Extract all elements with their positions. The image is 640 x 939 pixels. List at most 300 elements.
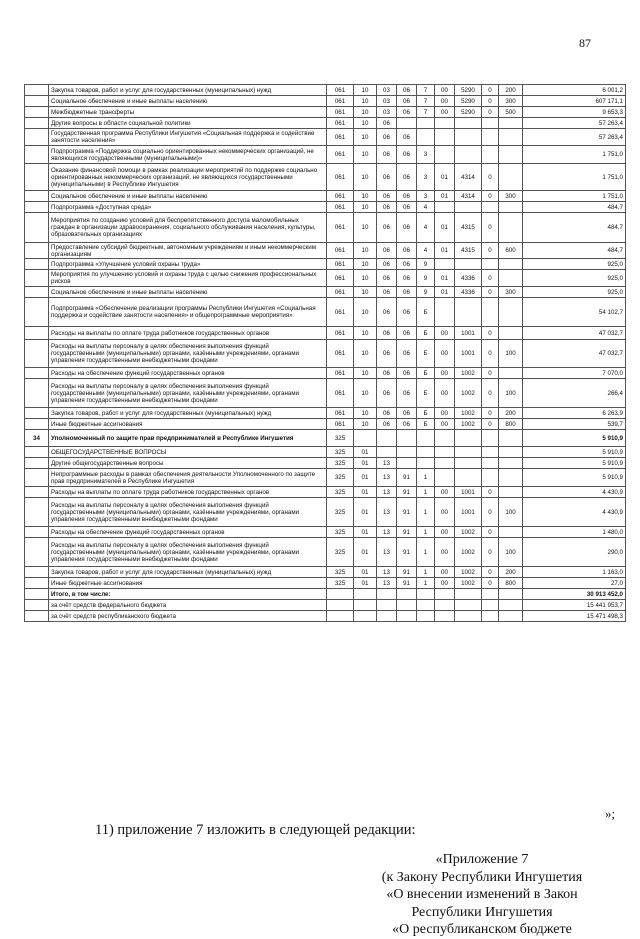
code-cell: 1001 [455, 487, 482, 498]
code-cell: 0 [482, 487, 499, 498]
code-cell: 1001 [455, 327, 482, 340]
code-cell: 061 [327, 270, 354, 287]
amount-cell: 47 032,7 [523, 327, 626, 340]
code-cell: 10 [354, 408, 377, 419]
code-cell: 0 [482, 340, 499, 368]
code-cell: 9 [417, 287, 435, 298]
code-cell: 300 [499, 96, 523, 107]
code-cell: 061 [327, 146, 354, 164]
row-number [25, 129, 49, 146]
code-cell [499, 447, 523, 458]
code-cell: 06 [377, 379, 397, 408]
table-row [25, 270, 626, 287]
code-cell: 0 [482, 85, 499, 96]
row-number [25, 408, 49, 419]
amount-cell: 6 263,9 [523, 408, 626, 419]
code-cell: Б [417, 340, 435, 368]
code-cell [455, 458, 482, 469]
code-cell: 10 [354, 243, 377, 259]
amount-cell: 1 163,0 [523, 567, 626, 578]
table-row [25, 589, 626, 600]
code-cell: 061 [327, 379, 354, 408]
code-cell: 061 [327, 202, 354, 213]
code-cell: 13 [377, 469, 397, 487]
code-cell: 600 [499, 243, 523, 259]
code-cell: 01 [435, 213, 455, 243]
code-cell: 06 [397, 107, 417, 118]
code-cell: 325 [327, 469, 354, 487]
code-cell: 200 [499, 408, 523, 419]
code-cell: 200 [499, 567, 523, 578]
code-cell: 06 [397, 270, 417, 287]
amount-cell: 54 102,7 [523, 298, 626, 327]
closing-quote: »; [605, 806, 616, 821]
table-row [25, 298, 626, 327]
code-cell [482, 447, 499, 458]
code-cell: 10 [354, 379, 377, 408]
code-cell [499, 527, 523, 538]
table-row [25, 259, 626, 270]
code-cell: 00 [435, 578, 455, 589]
code-cell: 325 [327, 578, 354, 589]
code-cell: 4 [417, 243, 435, 259]
code-cell: 06 [397, 379, 417, 408]
code-cell: 1002 [455, 578, 482, 589]
code-cell [417, 118, 435, 129]
code-cell: 1 [417, 567, 435, 578]
row-number: 34 [25, 430, 49, 447]
amount-cell: 607 171,1 [523, 96, 626, 107]
row-number [25, 107, 49, 118]
row-number [25, 164, 49, 191]
code-cell: 06 [377, 243, 397, 259]
code-cell: 1002 [455, 419, 482, 430]
code-cell: 0 [482, 287, 499, 298]
code-cell: 06 [377, 118, 397, 129]
code-cell: 00 [435, 340, 455, 368]
code-cell: 00 [435, 85, 455, 96]
code-cell: 03 [377, 85, 397, 96]
code-cell: 7 [417, 96, 435, 107]
row-name: Закупка товаров, работ и услуг для государственных (муниципальных) нужд [49, 85, 327, 96]
code-cell: 800 [499, 419, 523, 430]
code-cell: 100 [499, 379, 523, 408]
code-cell [482, 600, 499, 611]
code-cell [417, 589, 435, 600]
row-name: Другие вопросы в области социальной политики [49, 118, 327, 129]
code-cell: 4 [417, 202, 435, 213]
code-cell: 06 [377, 327, 397, 340]
code-cell: 03 [377, 107, 397, 118]
amount-cell: 1 751,0 [523, 146, 626, 164]
code-cell: 01 [354, 498, 377, 527]
code-cell [499, 469, 523, 487]
row-number [25, 469, 49, 487]
code-cell: 00 [435, 96, 455, 107]
appendix-heading [360, 851, 604, 939]
code-cell: 01 [354, 458, 377, 469]
table-row [25, 129, 626, 146]
code-cell [435, 259, 455, 270]
code-cell [435, 430, 455, 447]
code-cell [482, 146, 499, 164]
code-cell: 061 [327, 191, 354, 202]
code-cell: 1 [417, 578, 435, 589]
table-row [25, 430, 626, 447]
row-name: Подпрограмма «Поддержка социально ориентированных некоммерческих организаций, не являющихся государственными (муниципальными)» [49, 146, 327, 164]
code-cell [499, 589, 523, 600]
code-cell: 061 [327, 96, 354, 107]
code-cell [499, 213, 523, 243]
row-name: Социальное обеспечение и иные выплаты населению [49, 96, 327, 107]
amount-cell: 925,0 [523, 287, 626, 298]
code-cell [482, 589, 499, 600]
code-cell: 0 [482, 498, 499, 527]
code-cell: 01 [435, 287, 455, 298]
code-cell: 0 [482, 567, 499, 578]
row-number [25, 538, 49, 567]
code-cell: 061 [327, 340, 354, 368]
code-cell: 0 [482, 419, 499, 430]
code-cell [435, 146, 455, 164]
code-cell: 13 [377, 578, 397, 589]
code-cell: Б [417, 408, 435, 419]
code-cell: 06 [397, 191, 417, 202]
row-name: Социальное обеспечение и иные выплаты населению [49, 191, 327, 202]
code-cell: 1 [417, 527, 435, 538]
code-cell [455, 611, 482, 622]
code-cell [482, 611, 499, 622]
code-cell: 01 [435, 270, 455, 287]
row-name: Социальное обеспечение и иные выплаты населению [49, 287, 327, 298]
code-cell: 5290 [455, 96, 482, 107]
code-cell: 10 [354, 213, 377, 243]
code-cell [327, 600, 354, 611]
code-cell [435, 202, 455, 213]
code-cell: 061 [327, 118, 354, 129]
code-cell: 800 [499, 578, 523, 589]
code-cell: 06 [397, 129, 417, 146]
code-cell: 1002 [455, 567, 482, 578]
code-cell: 06 [377, 259, 397, 270]
code-cell: 1001 [455, 340, 482, 368]
code-cell [499, 487, 523, 498]
amount-cell: 7 070,0 [523, 368, 626, 379]
code-cell [499, 202, 523, 213]
code-cell: 13 [377, 487, 397, 498]
code-cell [327, 589, 354, 600]
amount-cell: 57 263,4 [523, 129, 626, 146]
code-cell [354, 600, 377, 611]
code-cell: 06 [377, 129, 397, 146]
row-name: Расходы на выплаты по оплате труда работников государственных органов [49, 327, 327, 340]
table-row [25, 213, 626, 243]
code-cell: 1002 [455, 408, 482, 419]
code-cell: 01 [354, 447, 377, 458]
amount-cell: 1 480,0 [523, 527, 626, 538]
code-cell: 325 [327, 527, 354, 538]
code-cell: 0 [482, 164, 499, 191]
code-cell: 0 [482, 379, 499, 408]
amount-cell: 5 910,9 [523, 458, 626, 469]
table-row [25, 419, 626, 430]
row-name: Расходы на обеспечение функций государственных органов [49, 368, 327, 379]
row-name: ОБЩЕГОСУДАРСТВЕННЫЕ ВОПРОСЫ [49, 447, 327, 458]
row-name: Расходы на выплаты персоналу в целях обеспечения выполнения функций государственными (муниципальными) органами, казёнными учреждениями, органами управления государственными внебюджетными фондами [49, 498, 327, 527]
code-cell: 325 [327, 538, 354, 567]
code-cell: 91 [397, 578, 417, 589]
code-cell [435, 129, 455, 146]
table-row [25, 611, 626, 622]
code-cell: 325 [327, 430, 354, 447]
row-name: Уполномоченный по защите прав предпринимателей в Республике Ингушетия [49, 430, 327, 447]
code-cell: 061 [327, 129, 354, 146]
code-cell: 06 [397, 146, 417, 164]
code-cell: 00 [435, 498, 455, 527]
code-cell: 5290 [455, 85, 482, 96]
amount-cell: 484,7 [523, 213, 626, 243]
row-number [25, 368, 49, 379]
code-cell: 10 [354, 327, 377, 340]
code-cell [455, 430, 482, 447]
amount-cell: 30 913 452,0 [523, 589, 626, 600]
amount-cell: 4 430,9 [523, 487, 626, 498]
row-name: Межбюджетные трансферты [49, 107, 327, 118]
code-cell [499, 298, 523, 327]
code-cell [482, 259, 499, 270]
code-cell [435, 298, 455, 327]
code-cell: Б [417, 419, 435, 430]
code-cell: 06 [397, 340, 417, 368]
amount-cell: 15 471 498,3 [523, 611, 626, 622]
row-number [25, 243, 49, 259]
code-cell: 06 [397, 96, 417, 107]
code-cell: 325 [327, 458, 354, 469]
table-row [25, 447, 626, 458]
row-number [25, 85, 49, 96]
code-cell: 00 [435, 368, 455, 379]
table-row [25, 327, 626, 340]
code-cell [482, 202, 499, 213]
code-cell [499, 327, 523, 340]
code-cell: 06 [397, 259, 417, 270]
code-cell: 06 [377, 270, 397, 287]
code-cell: 0 [482, 368, 499, 379]
code-cell [397, 600, 417, 611]
code-cell: 1 [417, 469, 435, 487]
code-cell [354, 589, 377, 600]
code-cell: 0 [482, 243, 499, 259]
table-row [25, 368, 626, 379]
table-row [25, 567, 626, 578]
code-cell: 061 [327, 259, 354, 270]
budget-table [24, 84, 626, 622]
table-row [25, 538, 626, 567]
code-cell [455, 129, 482, 146]
code-cell [499, 129, 523, 146]
code-cell [455, 259, 482, 270]
code-cell: 100 [499, 538, 523, 567]
code-cell: 200 [499, 85, 523, 96]
code-cell: 1002 [455, 379, 482, 408]
code-cell: 06 [377, 408, 397, 419]
code-cell: 10 [354, 107, 377, 118]
code-cell: 061 [327, 408, 354, 419]
table-row [25, 498, 626, 527]
amount-cell: 27,0 [523, 578, 626, 589]
code-cell: 10 [354, 340, 377, 368]
table-row [25, 164, 626, 191]
code-cell: 1 [417, 538, 435, 567]
code-cell: 10 [354, 419, 377, 430]
code-cell: 91 [397, 527, 417, 538]
code-cell: 91 [397, 487, 417, 498]
code-cell: 10 [354, 259, 377, 270]
code-cell: 4336 [455, 287, 482, 298]
code-cell: 10 [354, 298, 377, 327]
code-cell [455, 447, 482, 458]
row-number [25, 259, 49, 270]
table-row [25, 107, 626, 118]
row-name: Расходы на выплаты персоналу в целях обеспечения выполнения функций государственными (муниципальными) органами, казёнными учреждениями, органами управления государственными внебюджетными фондами [49, 538, 327, 567]
code-cell [417, 600, 435, 611]
amount-cell: 484,7 [523, 243, 626, 259]
row-name: Закупка товаров, работ и услуг для государственных (муниципальных) нужд [49, 408, 327, 419]
code-cell: 91 [397, 538, 417, 567]
amount-cell: 5 910,9 [523, 430, 626, 447]
code-cell: 13 [377, 498, 397, 527]
row-name: Мероприятия по улучшению условий и охраны труда с целью снижения профессиональных рисков [49, 270, 327, 287]
code-cell: Б [417, 368, 435, 379]
amount-cell: 5 910,9 [523, 469, 626, 487]
code-cell: 01 [435, 164, 455, 191]
amount-cell: 266,4 [523, 379, 626, 408]
code-cell [455, 118, 482, 129]
code-cell [377, 611, 397, 622]
code-cell: 06 [377, 340, 397, 368]
code-cell: 100 [499, 340, 523, 368]
row-number [25, 589, 49, 600]
code-cell: 01 [354, 487, 377, 498]
code-cell [377, 430, 397, 447]
code-cell: 0 [482, 213, 499, 243]
row-number [25, 298, 49, 327]
table-row [25, 408, 626, 419]
code-cell: 00 [435, 419, 455, 430]
row-name: Расходы на обеспечение функций государственных органов [49, 527, 327, 538]
code-cell: 061 [327, 368, 354, 379]
code-cell [455, 202, 482, 213]
amount-cell: 484,7 [523, 202, 626, 213]
row-number [25, 379, 49, 408]
code-cell [435, 589, 455, 600]
appendix-line: Республики Ингушетия [411, 904, 553, 920]
code-cell: 061 [327, 287, 354, 298]
code-cell: 06 [397, 298, 417, 327]
code-cell: 06 [377, 419, 397, 430]
amount-cell: 1 751,0 [523, 191, 626, 202]
row-name: Итого, в том числе: [49, 589, 327, 600]
code-cell: 325 [327, 567, 354, 578]
code-cell: 06 [377, 202, 397, 213]
code-cell: 01 [435, 191, 455, 202]
table-row [25, 379, 626, 408]
amount-cell: 15 441 953,7 [523, 600, 626, 611]
code-cell: 06 [377, 146, 397, 164]
code-cell: 91 [397, 469, 417, 487]
code-cell [377, 447, 397, 458]
amount-cell: 925,0 [523, 270, 626, 287]
code-cell [354, 430, 377, 447]
table-row [25, 191, 626, 202]
code-cell: 06 [377, 191, 397, 202]
page-number: 87 [579, 36, 591, 50]
table-row [25, 202, 626, 213]
code-cell: 06 [377, 287, 397, 298]
code-cell [417, 430, 435, 447]
code-cell: 325 [327, 498, 354, 527]
code-cell: 3 [417, 191, 435, 202]
code-cell: 0 [482, 270, 499, 287]
row-name: Расходы на выплаты персоналу в целях обеспечения выполнения функций государственными (муниципальными) органами, казёнными учреждениями, органами управления государственными внебюджетными фондами [49, 379, 327, 408]
code-cell: 00 [435, 487, 455, 498]
code-cell: Б [417, 327, 435, 340]
row-name: Закупка товаров, работ и услуг для государственных (муниципальных) нужд [49, 567, 327, 578]
code-cell: 325 [327, 487, 354, 498]
code-cell: 00 [435, 567, 455, 578]
code-cell [435, 611, 455, 622]
code-cell [482, 129, 499, 146]
code-cell: 00 [435, 538, 455, 567]
code-cell: 06 [397, 287, 417, 298]
amount-cell: 539,7 [523, 419, 626, 430]
code-cell: 1002 [455, 538, 482, 567]
code-cell [499, 430, 523, 447]
code-cell [417, 447, 435, 458]
code-cell: 300 [499, 191, 523, 202]
code-cell [455, 469, 482, 487]
code-cell: 10 [354, 118, 377, 129]
code-cell: 10 [354, 368, 377, 379]
amount-cell: 5 910,9 [523, 447, 626, 458]
code-cell: 10 [354, 270, 377, 287]
table-row [25, 469, 626, 487]
code-cell [499, 600, 523, 611]
code-cell: 4 [417, 213, 435, 243]
code-cell: 061 [327, 243, 354, 259]
row-name: за счёт средств республиканского бюджета [49, 611, 327, 622]
appendix-line: (к Закону Республики Ингушетия [381, 869, 583, 885]
appendix-line: «Приложение 7 [435, 852, 529, 867]
code-cell: 06 [377, 298, 397, 327]
table-row [25, 458, 626, 469]
row-number [25, 611, 49, 622]
table-row [25, 340, 626, 368]
code-cell [482, 118, 499, 129]
code-cell: 3 [417, 146, 435, 164]
code-cell: 1002 [455, 368, 482, 379]
row-name: Мероприятия по созданию условий для беспрепятственного доступа маломобильных граждан в организации здравоохранения, социального обслуживания населения, культуры, образовательных организациях [49, 213, 327, 243]
row-number [25, 600, 49, 611]
code-cell: 1 [417, 498, 435, 527]
code-cell: 061 [327, 327, 354, 340]
code-cell [435, 600, 455, 611]
code-cell: 06 [397, 243, 417, 259]
code-cell: 91 [397, 567, 417, 578]
code-cell [455, 589, 482, 600]
amount-cell: 1 751,0 [523, 164, 626, 191]
code-cell [499, 118, 523, 129]
